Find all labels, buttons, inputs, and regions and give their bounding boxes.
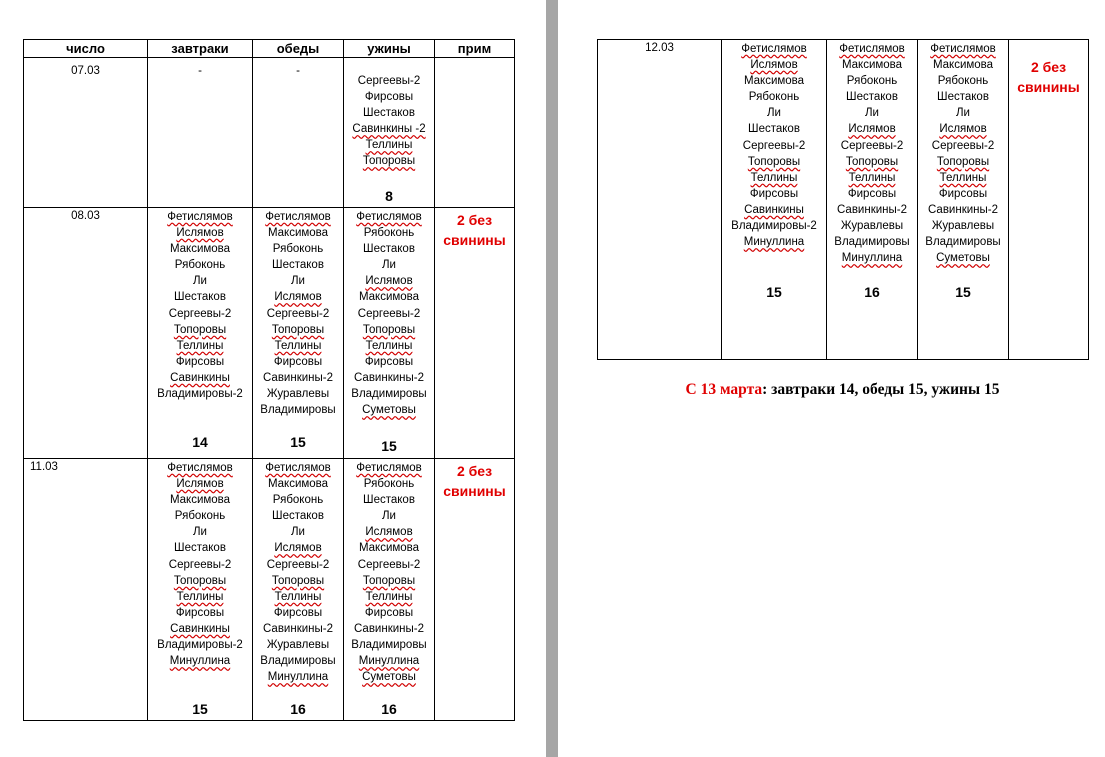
list-item: Ислямов [365,275,413,288]
total-count: 15 [766,284,782,300]
list-item: Ислямов [750,59,798,72]
lunch-cell [253,459,344,721]
list-item: Рябоконь [272,243,324,256]
list-item: Теллины [176,339,224,352]
list-item: Савинкины -2 [352,123,426,136]
note-text: 2 без свинины [443,212,506,248]
list-item: Теллины [848,171,896,184]
list-item: Рябоконь [174,510,226,523]
list-item: Владимировы-2 [157,388,243,401]
note-cell [435,459,515,721]
schedule-table-right [597,39,1089,360]
list-item: Теллины [274,590,322,603]
breakfast-cell [148,459,253,721]
note-cell [435,58,515,208]
list-item: Владимировы [925,236,1001,249]
list-item: Сергеевы-2 [357,558,421,571]
list-item: Шестаков [363,107,415,120]
list-item: Фетислямов [167,211,233,223]
list-item: Фирсовы [847,187,897,200]
list-item: Ли [382,510,396,523]
breakfast-cell: - [148,58,253,208]
list-item: Ли [291,275,305,288]
list-item: Владимировы [260,404,336,417]
list-item: Максимова [267,478,329,491]
list-item: Фирсовы [273,606,323,619]
list-item: Фирсовы [273,355,323,368]
list-item: Фирсовы [175,355,225,368]
list-item: Рябоконь [174,259,226,272]
list-item: Шестаков [174,291,226,304]
list-item: Журавлевы [266,388,330,401]
list-item: Савинкины [170,371,230,384]
list-item: Ли [291,526,305,539]
list-item: Сергеевы-2 [266,558,330,571]
list-item: Ли [956,107,970,120]
footer-highlight: С 13 марта [685,381,763,398]
list-item: Максимова [841,59,903,72]
lunch-cell [253,208,344,459]
dinner-cell [344,208,435,459]
list-item: Топоровы [173,574,227,587]
list-item: Журавлевы [931,220,995,233]
list-item: Шестаков [846,91,898,104]
list-item: Рябоконь [272,494,324,507]
footer-note [597,381,1088,399]
list-item: Минуллина [743,236,805,249]
list-item: Фетислямов [356,462,422,474]
table-row [24,58,515,208]
header-dinner: ужины [344,40,435,58]
header-note: прим [435,40,515,58]
list-item: Ислямов [176,478,224,491]
list-item: Ислямов [939,123,987,136]
date-cell: 11.03 [24,459,148,721]
list-item: Топоровы [362,323,416,336]
total-count: 15 [290,434,306,450]
list-item: Фетислямов [356,211,422,223]
list-item: Максимова [169,494,231,507]
list-item: Топоровы [845,155,899,168]
total-count: 16 [381,701,397,717]
list-item: Шестаков [363,494,415,507]
list-item: Шестаков [174,542,226,555]
list-item: Рябоконь [363,478,415,491]
date-cell: 12.03 [598,40,722,360]
date-cell: 08.03 [24,208,148,459]
list-item: Теллины [939,171,987,184]
list-item: Максимова [169,243,231,256]
list-item: Максимова [743,75,805,88]
list-item: Ли [193,526,207,539]
list-item: Журавлевы [840,220,904,233]
list-item: Топоровы [173,323,227,336]
list-item: Рябоконь [748,91,800,104]
list-item: Теллины [365,339,413,352]
table-row [24,459,515,721]
list-item: Суметовы [936,252,990,265]
list-item: Теллины [365,139,413,152]
total-count: 16 [864,284,880,300]
lunch-cell: - [253,58,344,208]
list-item: Сергеевы-2 [168,558,232,571]
list-item: Теллины [750,171,798,184]
list-item: Рябоконь [363,227,415,240]
list-item: Савинкины-2 [262,371,333,384]
list-item: Савинкины-2 [262,622,333,635]
list-item: Савинкины-2 [927,203,998,216]
list-item: Минуллина [169,655,231,668]
table-row [24,208,515,459]
list-item: Фирсовы [175,606,225,619]
dinner-cell [344,58,435,208]
note-cell [1009,40,1089,360]
list-item: Фетислямов [741,43,807,55]
list-item: Сергеевы-2 [357,307,421,320]
list-item: Топоровы [936,155,990,168]
list-item: Савинкины-2 [353,622,424,635]
note-text: 2 без свинины [443,463,506,499]
dinner-cell [344,459,435,721]
breakfast-cell [148,208,253,459]
list-item: Суметовы [362,404,416,417]
list-item: Фирсовы [749,187,799,200]
header-date: число [24,40,148,58]
list-item: Шестаков [272,259,324,272]
list-item: Суметовы [362,671,416,684]
total-count: 8 [385,188,393,204]
list-item: Максимова [358,291,420,304]
header-row [24,40,515,58]
list-item: Фирсовы [364,355,414,368]
list-item: Савинкины-2 [836,203,907,216]
list-item: Минуллина [267,671,329,684]
footer-text: : завтраки 14, обеды 15, ужины 15 [762,381,1000,398]
list-item: Владимировы [834,236,910,249]
list-item: Фетислямов [265,211,331,223]
list-item: Савинкины [170,622,230,635]
lunch-cell [827,40,918,360]
list-item: Минуллина [358,655,420,668]
list-item: Ли [382,259,396,272]
list-item: Ислямов [274,291,322,304]
list-item: Ислямов [365,526,413,539]
header-lunch: обеды [253,40,344,58]
list-item: Фетислямов [930,43,996,55]
date-cell: 07.03 [24,58,148,208]
list-item: Сергеевы-2 [266,307,330,320]
list-item: Шестаков [748,123,800,136]
total-count: 14 [192,434,208,450]
list-item: Фирсовы [364,606,414,619]
list-item: Минуллина [841,252,903,265]
list-item: Теллины [365,590,413,603]
note-text: 2 без свинины [1017,59,1080,95]
list-item: Владимировы [351,639,427,652]
list-item: Максимова [267,227,329,240]
header-breakfast: завтраки [148,40,253,58]
list-item: Топоровы [362,155,416,168]
list-item: Сергеевы-2 [840,139,904,152]
breakfast-cell [722,40,827,360]
list-item: Владимировы [351,388,427,401]
list-item: Ли [865,107,879,120]
note-cell [435,208,515,459]
total-count: 15 [381,438,397,454]
list-item: Максимова [358,542,420,555]
table-row [598,40,1089,360]
list-item: Ислямов [848,123,896,136]
list-item: Владимировы [260,655,336,668]
list-item: Савинкины-2 [353,371,424,384]
list-item: Ислямов [274,542,322,555]
list-item: Владимировы-2 [157,639,243,652]
list-item: Журавлевы [266,639,330,652]
list-item: Топоровы [747,155,801,168]
list-item: Савинкины [744,203,804,216]
list-item: Сергеевы-2 [931,139,995,152]
list-item: Фирсовы [938,187,988,200]
list-item: Максимова [932,59,994,72]
list-item: Фетислямов [265,462,331,474]
schedule-table-left [23,39,515,721]
list-item: Шестаков [937,91,989,104]
list-item: Ли [193,275,207,288]
list-item: Рябоконь [937,75,989,88]
total-count: 15 [192,701,208,717]
list-item: Фетислямов [167,462,233,474]
list-item: Фирсовы [364,91,414,104]
list-item: Шестаков [363,243,415,256]
list-item: Топоровы [271,574,325,587]
list-item: Фетислямов [839,43,905,55]
dinner-cell [918,40,1009,360]
list-item: Владимировы-2 [731,220,817,233]
list-item: Сергеевы-2 [357,75,421,87]
list-item: Рябоконь [846,75,898,88]
list-item: Сергеевы-2 [168,307,232,320]
total-count: 15 [955,284,971,300]
list-item: Теллины [176,590,224,603]
page-divider [546,0,558,757]
list-item: Сергеевы-2 [742,139,806,152]
list-item: Ислямов [176,227,224,240]
list-item: Теллины [274,339,322,352]
list-item: Шестаков [272,510,324,523]
list-item: Топоровы [362,574,416,587]
total-count: 16 [290,701,306,717]
list-item: Топоровы [271,323,325,336]
list-item: Ли [767,107,781,120]
